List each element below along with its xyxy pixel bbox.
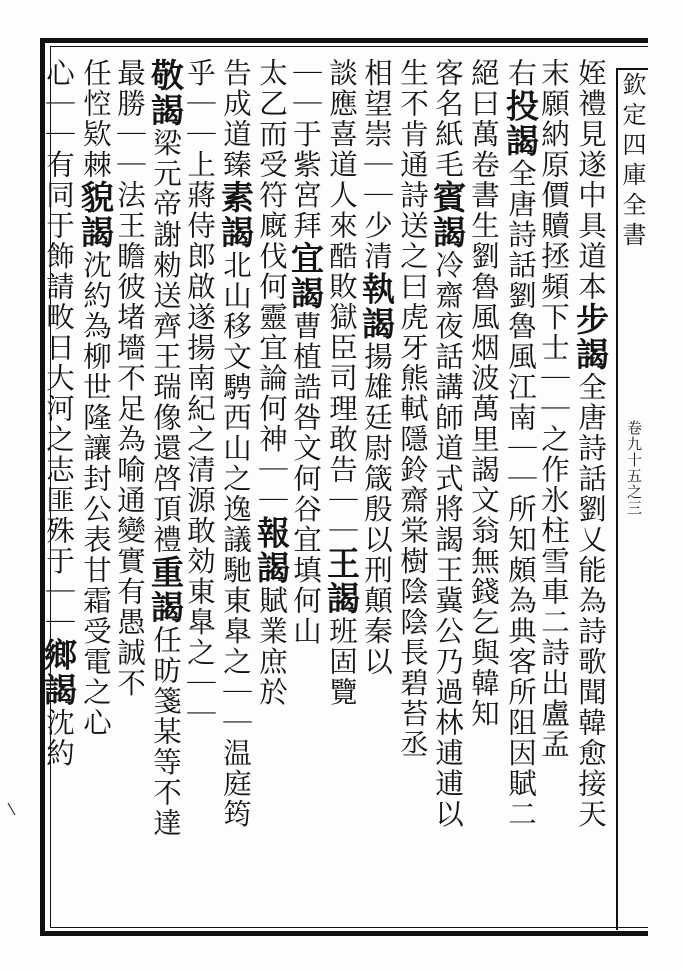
text-column <box>252 58 291 908</box>
text-segment: 生不肯通 <box>396 58 429 180</box>
text-segment: 賦業庶於 <box>255 585 288 708</box>
text-column <box>183 58 215 908</box>
text-segment: 上蔣侍郎啟遂揚南紀之清源敢効東臯之｜｜ <box>183 149 216 729</box>
text-column <box>501 58 540 908</box>
text-segment: 全唐詩話劉魯風江南｜｜所知頗為典客所阻因賦二 <box>504 158 537 830</box>
text-segment: 心｜｜ <box>42 58 75 150</box>
text-segment: 末願納原價贖拯頻 <box>537 58 570 302</box>
text-column <box>322 58 361 908</box>
text-segment: 太乙而受符 <box>255 58 288 211</box>
volume-label: 卷九十五之三 <box>625 420 643 516</box>
entry-heading: 步謁 <box>571 302 610 372</box>
text-segment: 右 <box>504 58 537 89</box>
text-segment: 揚雄廷尉箴殷以刑顛秦以 <box>360 341 393 677</box>
text-segment: 告成道臻 <box>219 58 252 180</box>
text-column <box>396 58 428 908</box>
text-segment: 任昉箋某等不達 <box>149 625 182 839</box>
text-segment: 酷敗獄臣司理敢告｜｜ <box>325 241 358 546</box>
text-segment: 廐伐何靈宜論何神｜｜ <box>255 210 288 516</box>
entry-heading: 貌謁 <box>76 180 115 250</box>
text-column <box>39 58 78 908</box>
entry-heading: 執謁 <box>357 271 396 342</box>
text-segment: 下士｜｜之作氷柱雪車二詩出盧孟 <box>537 302 570 760</box>
text-column <box>467 58 499 908</box>
text-segment: 任悾欵棘 <box>79 58 112 180</box>
text-segment: 客名紙毛 <box>431 58 464 180</box>
text-column <box>76 58 115 908</box>
entry-heading: 鄉謁 <box>39 637 78 708</box>
text-segment: 姪禮見遂中具道本 <box>574 58 607 302</box>
text-segment: 通變實有愚誠不 <box>113 485 146 699</box>
text-segment: 班固覽 <box>325 616 358 708</box>
entry-heading: 賓謁 <box>428 180 467 250</box>
text-segment: 最勝｜｜法王瞻彼堵墻不足為喻 <box>113 58 146 485</box>
text-segment: 北山移文騁西山之逸議馳東臯之｜｜温庭筠 <box>219 250 252 830</box>
entry-heading: 素謁 <box>216 180 255 250</box>
text-segment: 梁元帝謝勑送齊王瑞像還啓頂禮 <box>149 128 182 555</box>
text-column <box>113 58 145 908</box>
entry-heading: 重謁 <box>146 555 185 625</box>
entry-heading: 報謁 <box>252 515 291 586</box>
text-column <box>571 58 610 908</box>
text-segment: 全唐詩話劉乂能為詩歌聞韓愈接天 <box>574 372 607 830</box>
text-segment: 乎｜｜ <box>183 58 216 150</box>
text-column <box>357 58 396 908</box>
text-column <box>286 58 325 908</box>
text-segment: 沈約 <box>42 707 75 769</box>
text-segment: 有同于飾請畋日大河之志匪殊于｜｜ <box>42 149 75 638</box>
text-column <box>428 58 467 908</box>
text-segment: ｜｜于紫宮拜 <box>289 58 322 241</box>
text-column <box>216 58 255 908</box>
text-segment: 相望崇｜｜少清 <box>360 58 393 272</box>
entry-heading: 王謁 <box>322 546 361 616</box>
text-segment: 絕曰萬卷書生劉魯風烟波萬里謁文翁無錢乞與韓知 <box>467 58 500 729</box>
text-segment: 詩送之曰虎牙熊軾隱鈴齋棠樹陰陰長碧苔丞 <box>396 180 429 760</box>
text-segment: 冷齋夜話講師道式將謁王冀公乃過林逋逋以 <box>431 250 464 830</box>
stray-mark <box>6 802 18 816</box>
text-segment: 談應喜道人來 <box>325 58 358 241</box>
text-column <box>146 58 185 908</box>
entry-heading: 投謁 <box>501 88 540 159</box>
entry-heading: 敬謁 <box>146 58 185 128</box>
text-segment: 曹植誥咎文何谷宜填何山 <box>289 311 322 647</box>
running-header <box>619 72 645 332</box>
margin-head-rule <box>617 68 648 70</box>
text-segment: 沈約為柳世隆讓封公表甘霜受電之心 <box>79 250 112 738</box>
book-title: 欽定四庫全書 <box>618 72 646 252</box>
text-column <box>537 58 569 908</box>
entry-heading: 宜謁 <box>286 241 325 311</box>
